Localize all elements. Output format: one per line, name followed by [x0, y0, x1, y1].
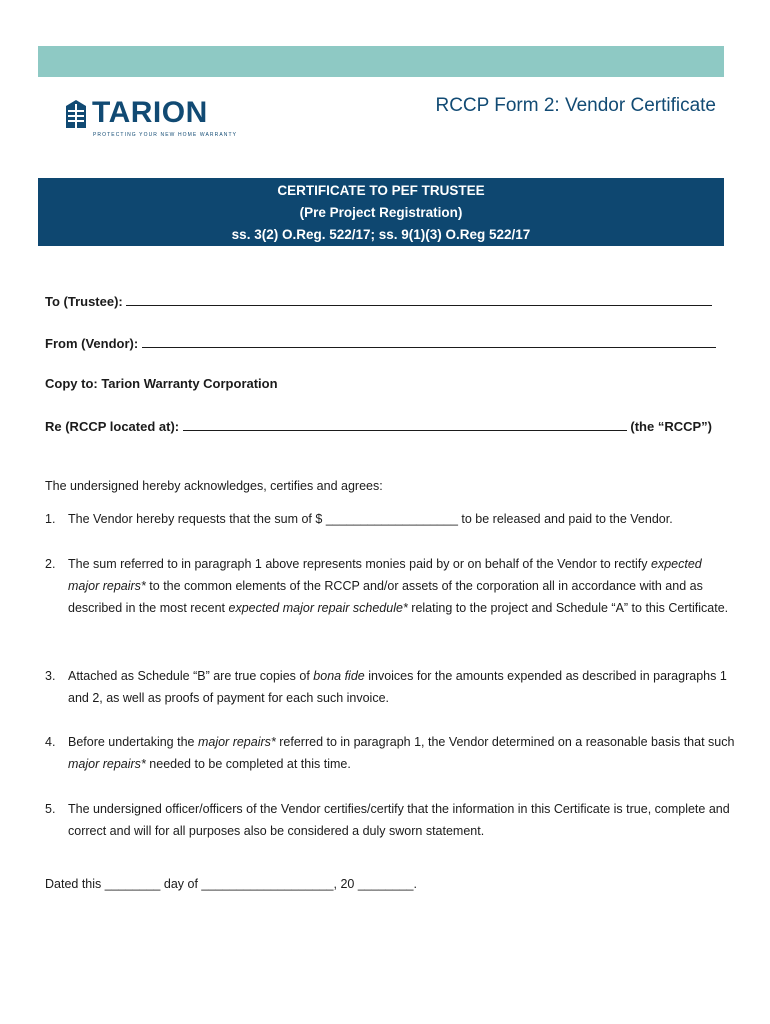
re-rccp-suffix: (the “RCCP”) — [630, 419, 712, 434]
to-trustee-field[interactable] — [126, 293, 712, 306]
top-color-band — [38, 46, 724, 77]
re-rccp-row — [45, 418, 712, 434]
defined-term: expected major repairs* — [68, 557, 702, 593]
paragraph-text: Attached as Schedule “B” are true copies of — [68, 669, 310, 683]
paragraph-1 — [45, 508, 735, 530]
paragraph-number: 5. — [45, 802, 56, 816]
dated-text: day of — [163, 877, 198, 891]
paragraph-number: 3. — [45, 669, 56, 683]
paragraph-text: to be released and paid to the Vendor. — [461, 512, 673, 526]
intro-text: The undersigned hereby acknowledges, certifies and agrees: — [45, 479, 383, 493]
copy-to-row — [45, 376, 278, 391]
paragraph-text: The Vendor hereby requests that the sum of $ — [68, 512, 323, 526]
paragraph-3 — [45, 665, 735, 709]
year-blank[interactable]: ________. — [357, 877, 417, 891]
day-blank[interactable]: ________ — [104, 877, 161, 891]
paragraph-4 — [45, 731, 735, 775]
form-title: RCCP Form 2: Vendor Certificate — [435, 95, 716, 116]
dated-text: Dated this — [45, 877, 102, 891]
paragraph-number: 1. — [45, 512, 56, 526]
month-blank[interactable]: ___________________, — [201, 877, 337, 891]
paragraph-text: The undersigned officer/officers of the Vendor certifies/certify that the information in this Certificate is true, complete and correct and will for all purposes also be considered a duly sworn statement. — [68, 802, 730, 838]
defined-term: expected major repair schedule* — [228, 601, 408, 615]
paragraph-number: 4. — [45, 735, 56, 749]
certificate-banner — [38, 178, 724, 246]
from-vendor-label: From (Vendor): — [45, 336, 139, 351]
banner-line-3: ss. 3(2) O.Reg. 522/17; ss. 9(1)(3) O.Reg 522/17 — [231, 227, 531, 242]
paragraph-text: relating to the project and Schedule “A” to this Certificate. — [411, 601, 729, 615]
paragraph-2 — [45, 553, 735, 619]
paragraph-text: needed to be completed at this time. — [149, 757, 351, 771]
from-vendor-field[interactable] — [142, 335, 716, 348]
to-trustee-row — [45, 293, 712, 309]
paragraph-text: The sum referred to in paragraph 1 above represents monies paid by or on behalf of the Vendor to rectify — [68, 557, 648, 571]
defined-term: major repairs* — [197, 735, 276, 749]
paragraph-text: to the common elements of the RCCP and/or assets of the corporation all in accordance with and as described in the most recent — [68, 579, 703, 615]
paragraph-text: referred to in paragraph 1, the Vendor determined on a reasonable basis that such — [279, 735, 735, 749]
amount-blank[interactable]: ___________________ — [325, 512, 458, 526]
to-trustee-label: To (Trustee): — [45, 294, 123, 309]
banner-line-2: (Pre Project Registration) — [299, 205, 463, 220]
re-rccp-field[interactable] — [183, 418, 627, 431]
building-icon — [64, 98, 88, 128]
paragraph-text: Before undertaking the — [68, 735, 195, 749]
from-vendor-row — [45, 335, 716, 351]
paragraph-text: invoices for the amounts expended as described in paragraphs 1 and 2, as well as proofs of payment for each such invoice. — [68, 669, 727, 705]
dated-line — [45, 877, 417, 891]
logo-wordmark: TARION — [92, 96, 208, 129]
dated-text: 20 — [340, 877, 355, 891]
defined-term: major repairs* — [68, 757, 146, 771]
paragraph-5 — [45, 798, 735, 842]
defined-term: bona fide — [313, 669, 365, 683]
copy-to-label: Copy to: Tarion Warranty Corporation — [45, 376, 278, 391]
re-rccp-label: Re (RCCP located at): — [45, 419, 180, 434]
tarion-logo — [64, 96, 238, 142]
logo-tagline: PROTECTING YOUR NEW HOME WARRANTY — [93, 132, 238, 138]
paragraph-number: 2. — [45, 557, 56, 571]
banner-line-1: CERTIFICATE TO PEF TRUSTEE — [277, 183, 485, 198]
